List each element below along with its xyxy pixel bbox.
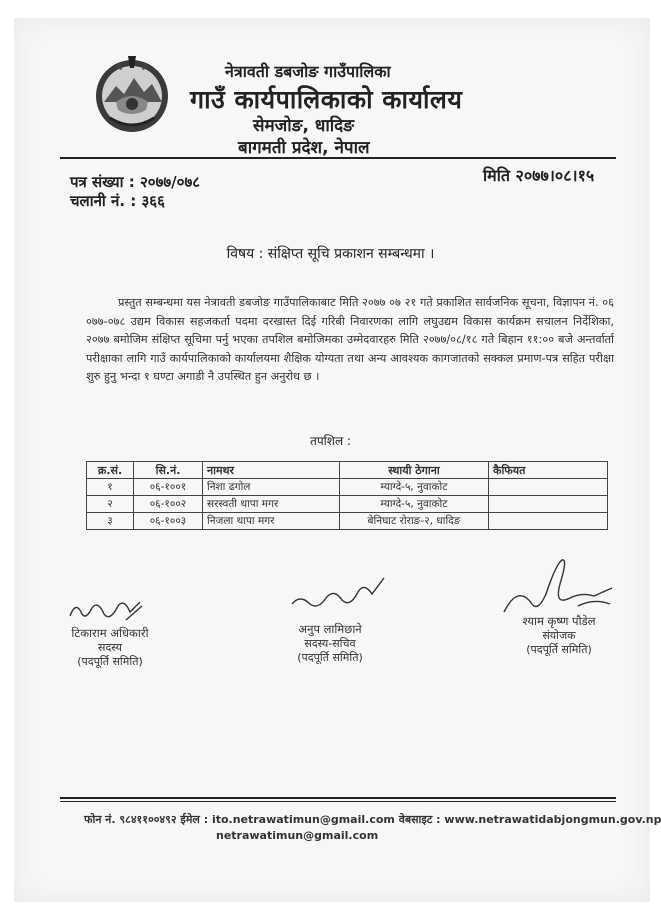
cell-name: निजला थापा मगर [203, 513, 340, 530]
footer-email-secondary[interactable]: netrawatimun@gmail.com [216, 829, 379, 842]
signatory-committee: (पदपूर्ति समिति) [77, 655, 143, 668]
letter-date: मिति २०७७।०८।१५ [483, 166, 595, 185]
candidate-table [86, 461, 608, 530]
office-name: गाउँ कार्यपालिकाको कार्यालय [190, 85, 463, 114]
signatory-committee: (पदपूर्ति समिति) [297, 651, 363, 664]
cell-serial: ३ [87, 513, 134, 530]
col-serial: क्र.सं. [87, 462, 134, 479]
signatory-role: संयोजक [542, 628, 576, 642]
cell-symbol-no: ०६-१००२ [134, 496, 203, 513]
nepal-emblem-icon [90, 52, 174, 136]
footer-email-label: ईमेल : [180, 813, 209, 826]
signatory-name: अनुप लामिछाने [298, 622, 362, 636]
cell-serial: २ [87, 496, 134, 513]
signatory-member [50, 626, 170, 670]
dispatch-number: चलानी नं. : ३६६ [70, 192, 165, 210]
table-header-row [87, 462, 608, 479]
footer-divider-thin [60, 801, 616, 802]
header-divider [60, 157, 616, 159]
municipality-name: नेत्रावती डबजोङ गाउँपालिका [225, 62, 391, 81]
table-row [87, 479, 608, 496]
signature-mark [288, 574, 388, 614]
col-address: स्थायी ठेगाना [340, 462, 489, 479]
cell-serial: १ [87, 479, 134, 496]
footer-website[interactable]: www.netrawatidabjongmun.gov.np [444, 813, 661, 826]
table-heading: तपशिल : [310, 434, 351, 448]
signatory-coordinator [494, 614, 624, 658]
cell-name: निशा ढगोल [203, 479, 340, 496]
table-row [87, 496, 608, 513]
signatory-role: सदस्य-सचिव [304, 636, 356, 650]
signatory-member-secretary [270, 622, 390, 666]
cell-address: म्याग्दे-५, नुवाकोट [340, 479, 489, 496]
signatory-role: सदस्य [98, 640, 122, 654]
footer-divider [60, 797, 616, 799]
signatory-committee: (पदपूर्ति समिति) [526, 643, 592, 656]
cell-address: बेनिघाट रोराङ-२, धादिङ [340, 513, 489, 530]
signatory-name: टिकाराम अधिकारी [71, 626, 149, 640]
reference-number: पत्र संख्या : २०७७/०७८ [70, 173, 201, 191]
office-location: सेमजोङ, धादिङ [253, 116, 354, 136]
body-paragraph: प्रस्तुत सम्बन्धमा यस नेत्रावती डबजोङ गाउँपालिकाबाट मिति २०७७ ०७ २१ गते प्रकाशित सार्वजनिक सूचना, विज्ञापन नं. ०६ ०७७-०७८ उद्यम विकास सहजकर्ता पदमा दरखास्त दिई गरिबी निवारणका लागि लघुउद्यम विकास कार्यक्रम सचालन निर्देशिका, २०७७ बमोजिम संक्षिप्त सूचिमा पर्नु भएका तपशिल बमोजिमका उम्मेदवारहरु मिति २०७७/०८/१८ गते बिहान ११:०० बजे अन्तर्वार्ता परीक्षाका लागि गाउँ कार्यपालिकाको कार्यालयमा शैक्षिक योग्यता तथा अन्य आवश्यक कागजातको सक्कल प्रमाण-पत्र सहित परीक्षा शुरु हुनु भन्दा १ घण्टा अगाडी नै उपस्थित हुन अनुरोध छ । [86, 296, 614, 384]
footer-contact-line [84, 812, 661, 827]
province-country: बागमती प्रदेश, नेपाल [238, 138, 370, 158]
cell-remarks [489, 479, 608, 496]
cell-remarks [489, 513, 608, 530]
footer-phone: फोन नं. ९८४११००४९२ [84, 813, 177, 826]
cell-name: सरस्वती थापा मगर [203, 496, 340, 513]
cell-remarks [489, 496, 608, 513]
signature-mark [66, 596, 146, 626]
col-remarks: कैफियत [489, 462, 608, 479]
signature-mark [498, 554, 618, 620]
footer-website-label: वेबसाइट : [398, 813, 441, 826]
subject-line: विषय : संक्षिप्त सूचि प्रकाशन सम्बन्धमा । [226, 246, 435, 262]
signatory-name: श्याम कृष्ण पौडेल [522, 614, 596, 628]
cell-symbol-no: ०६-१००३ [134, 513, 203, 530]
col-name: नामथर [203, 462, 340, 479]
col-symbol-no: सि.नं. [134, 462, 203, 479]
cell-address: म्याग्दे-५, नुवाकोट [340, 496, 489, 513]
table-row [87, 513, 608, 530]
cell-symbol-no: ०६-१००१ [134, 479, 203, 496]
footer-email-primary[interactable]: ito.netrawatimun@gmail.com [211, 813, 395, 826]
